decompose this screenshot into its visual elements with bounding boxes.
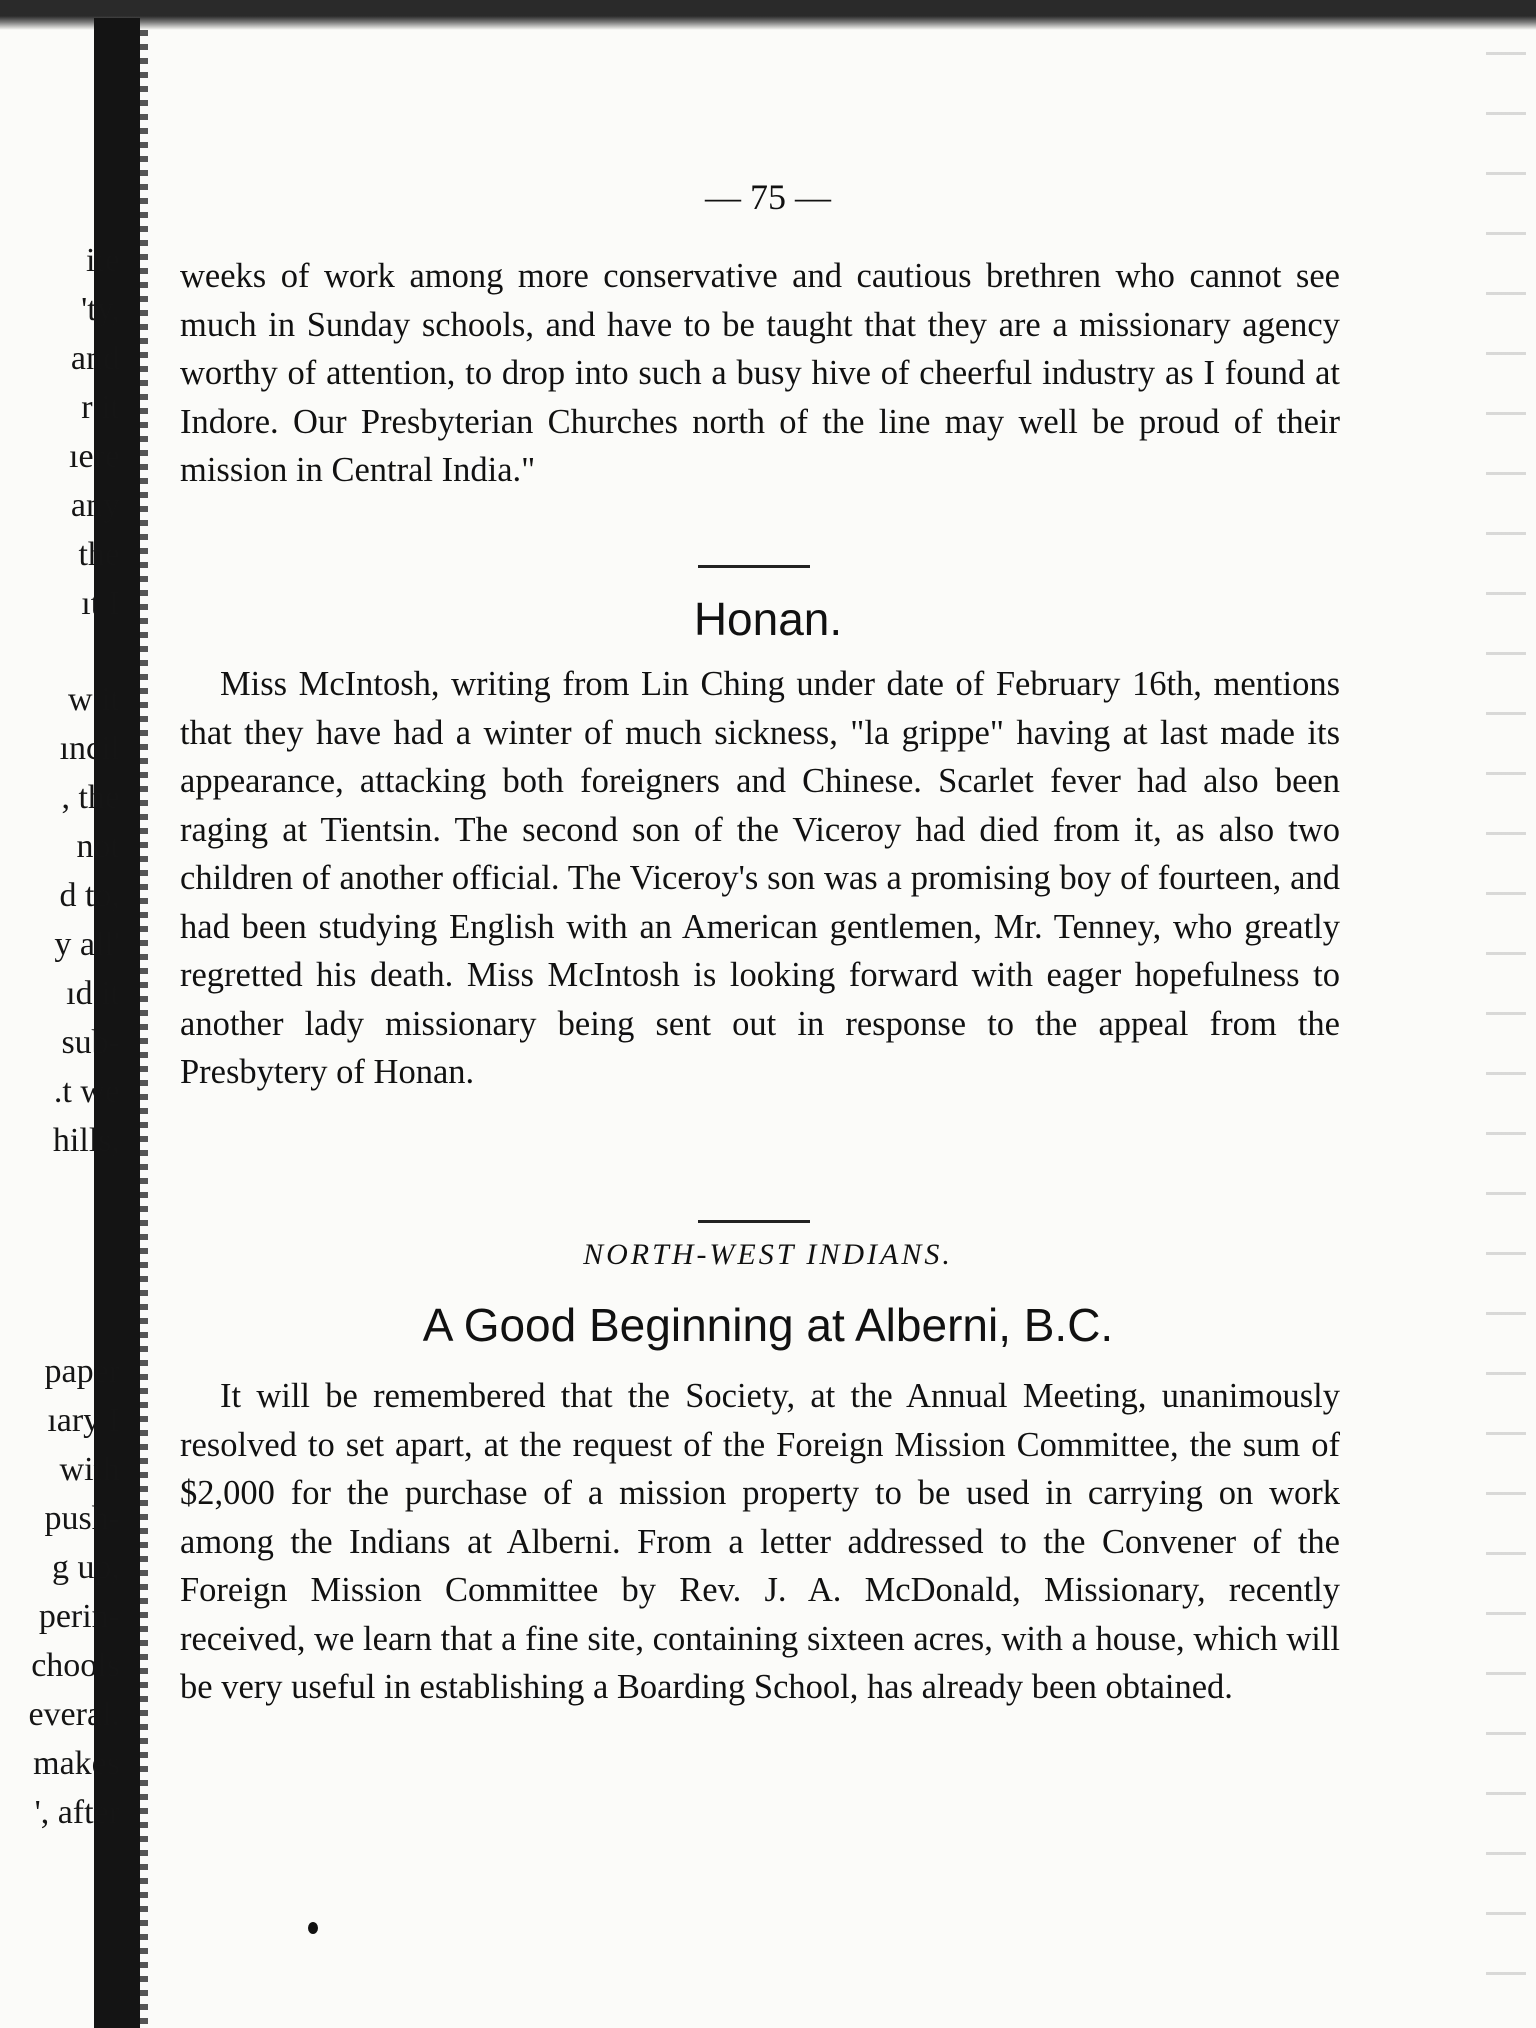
heading-honan: Honan. bbox=[693, 593, 843, 645]
paragraph-indore: weeks of work among more conservative and cautious brethren who cannot see much in Sunday schools, and have to be taught that they are a missionary agency worthy of attention, to drop into such a busy hive of cheerful industry as I found at Indore. Our Presbyterian Churches north of the line may well be proud of their mission in Central India." bbox=[180, 257, 1340, 489]
ink-spot bbox=[308, 1922, 318, 1934]
page-number: — 75 — bbox=[705, 177, 831, 217]
paragraph-honan: Miss McIntosh, writing from Lin Ching under date of February 16th, mentions that they have had a winter of much sickness, "la grippe" having at last made its appearance, attacking both foreigners and Chinese. Scarlet fever had also been raging at Tientsin. The second son of the Viceroy had died from it, as also two children of another official. The Viceroy's son was a promising boy of fourteen, and had been studying English with an American gentlemen, Mr. Tenney, who greatly regretted his death. Miss McIntosh is looking forward with eager hopefulness to another lady missionary being sent out in response to the appeal from the Presbytery of Honan. bbox=[180, 665, 1340, 1091]
adjacent-page-fragment-3: paper ıary I with push- g up, perin- chools everal. makes ', after bbox=[28, 1353, 120, 1831]
section-divider bbox=[698, 565, 810, 568]
section-divider bbox=[698, 1220, 810, 1223]
right-edge-artifacts bbox=[1486, 30, 1526, 2020]
adjacent-page-fragment-1: ite 'ty, and r it ıere any the ıt I bbox=[69, 242, 120, 622]
adjacent-page-fragment-2: w it ıncil , the not d to, y all' ıd it sub- .t we hills, bbox=[52, 681, 120, 1159]
paragraph-alberni: It will be remembered that the Society, at the Annual Meeting, unanimously resolved to set apart, at the request of the Foreign Mission Committee, the sum of $2,000 for the purchase of a mission property to be used in carrying on work among the Indians at Alberni. From a letter addressed to the Convener of the Foreign Mission Committee by Rev. J. A. McDonald, Missionary, recently received, we learn that a fine site, containing sixteen acres, with a house, which will be very useful in establishing a Boarding School, has already been obtained. bbox=[180, 1377, 1340, 1706]
top-border bbox=[0, 0, 1536, 30]
heading-alberni: A Good Beginning at Alberni, B.C. bbox=[422, 1299, 1114, 1351]
section-kicker: NORTH-WEST INDIANS. bbox=[583, 1238, 953, 1271]
spine-edge bbox=[140, 30, 148, 2028]
